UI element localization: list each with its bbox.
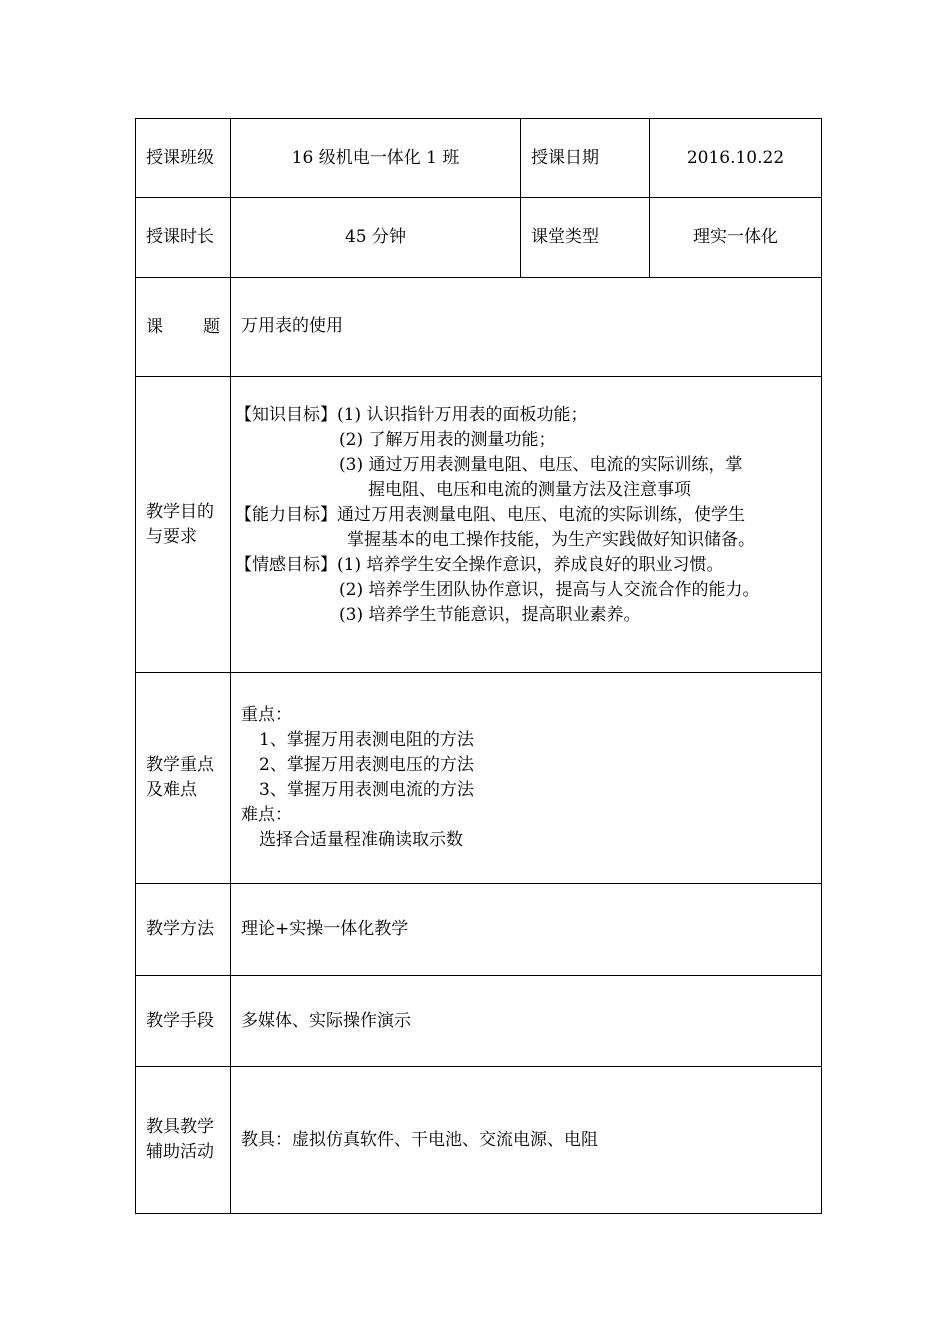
- key-label-line-1: 教学重点: [146, 755, 214, 775]
- goals-label-line-1: 教学目的: [146, 501, 214, 522]
- topic-value: 万用表的使用: [231, 278, 822, 377]
- aids-label-line-2: 辅助活动: [146, 1142, 214, 1162]
- class-value: 16 级机电一体化 1 班: [231, 119, 521, 198]
- duration-label: 授课时长: [136, 198, 231, 278]
- key-content: [231, 673, 822, 884]
- key-item-2: 2、掌握万用表测电压的方法: [259, 755, 474, 775]
- goal-line-6: 掌握基本的电工操作技能，为生产实践做好知识储备。: [347, 530, 755, 550]
- row-key-points: [136, 673, 822, 884]
- goal-line-9: (3) 培养学生节能意识，提高职业素养。: [339, 605, 641, 625]
- lesson-plan-table: [135, 118, 822, 1214]
- goals-content: [231, 377, 822, 673]
- date-value: 2016.10.22: [650, 119, 822, 198]
- goal-line-1: 【知识目标】(1) 认识指针万用表的面板功能；: [235, 405, 588, 425]
- row-duration: [136, 198, 822, 278]
- key-item-3: 3、掌握万用表测电流的方法: [259, 780, 474, 800]
- method-value: 理论+实操一体化教学: [231, 884, 822, 976]
- topic-label-char-2: 题: [203, 316, 220, 337]
- means-value: 多媒体、实际操作演示: [231, 976, 822, 1067]
- class-label: 授课班级: [136, 119, 231, 198]
- type-value: 理实一体化: [650, 198, 822, 278]
- row-goals: [136, 377, 822, 673]
- row-means: [136, 976, 822, 1067]
- aids-value: 教具：虚拟仿真软件、干电池、交流电源、电阻: [231, 1067, 822, 1214]
- row-class: [136, 119, 822, 198]
- type-label: 课堂类型: [521, 198, 650, 278]
- difficulty-heading: 难点：: [241, 805, 292, 825]
- key-item-1: 1、掌握万用表测电阻的方法: [259, 730, 474, 750]
- date-label: 授课日期: [521, 119, 650, 198]
- key-heading: 重点：: [241, 705, 292, 725]
- row-aids: [136, 1067, 822, 1214]
- duration-value: 45 分钟: [231, 198, 521, 278]
- goals-label-line-2: 与要求: [146, 526, 197, 547]
- goal-line-2: (2) 了解万用表的测量功能；: [339, 430, 556, 450]
- row-topic: [136, 278, 822, 377]
- topic-label-char-1: 课: [146, 316, 163, 337]
- means-label: 教学手段: [136, 976, 231, 1067]
- key-label: [136, 673, 231, 884]
- method-label: 教学方法: [136, 884, 231, 976]
- aids-label-line-1: 教具教学: [146, 1117, 214, 1137]
- goals-label: [136, 377, 231, 673]
- difficulty-item: 选择合适量程准确读取示数: [259, 830, 463, 850]
- key-label-line-2: 及难点: [146, 780, 197, 800]
- topic-label: [136, 278, 231, 377]
- goal-line-5: 【能力目标】通过万用表测量电阻、电压、电流的实际训练，使学生: [235, 505, 745, 525]
- aids-label: [136, 1067, 231, 1214]
- goal-line-3: (3) 通过万用表测量电阻、电压、电流的实际训练，掌: [339, 455, 743, 475]
- goal-line-7: 【情感目标】(1) 培养学生安全操作意识，养成良好的职业习惯。: [235, 555, 724, 575]
- goal-line-8: (2) 培养学生团队协作意识，提高与人交流合作的能力。: [339, 580, 760, 600]
- goal-line-4: 握电阻、电压和电流的测量方法及注意事项: [368, 480, 691, 500]
- row-method: [136, 884, 822, 976]
